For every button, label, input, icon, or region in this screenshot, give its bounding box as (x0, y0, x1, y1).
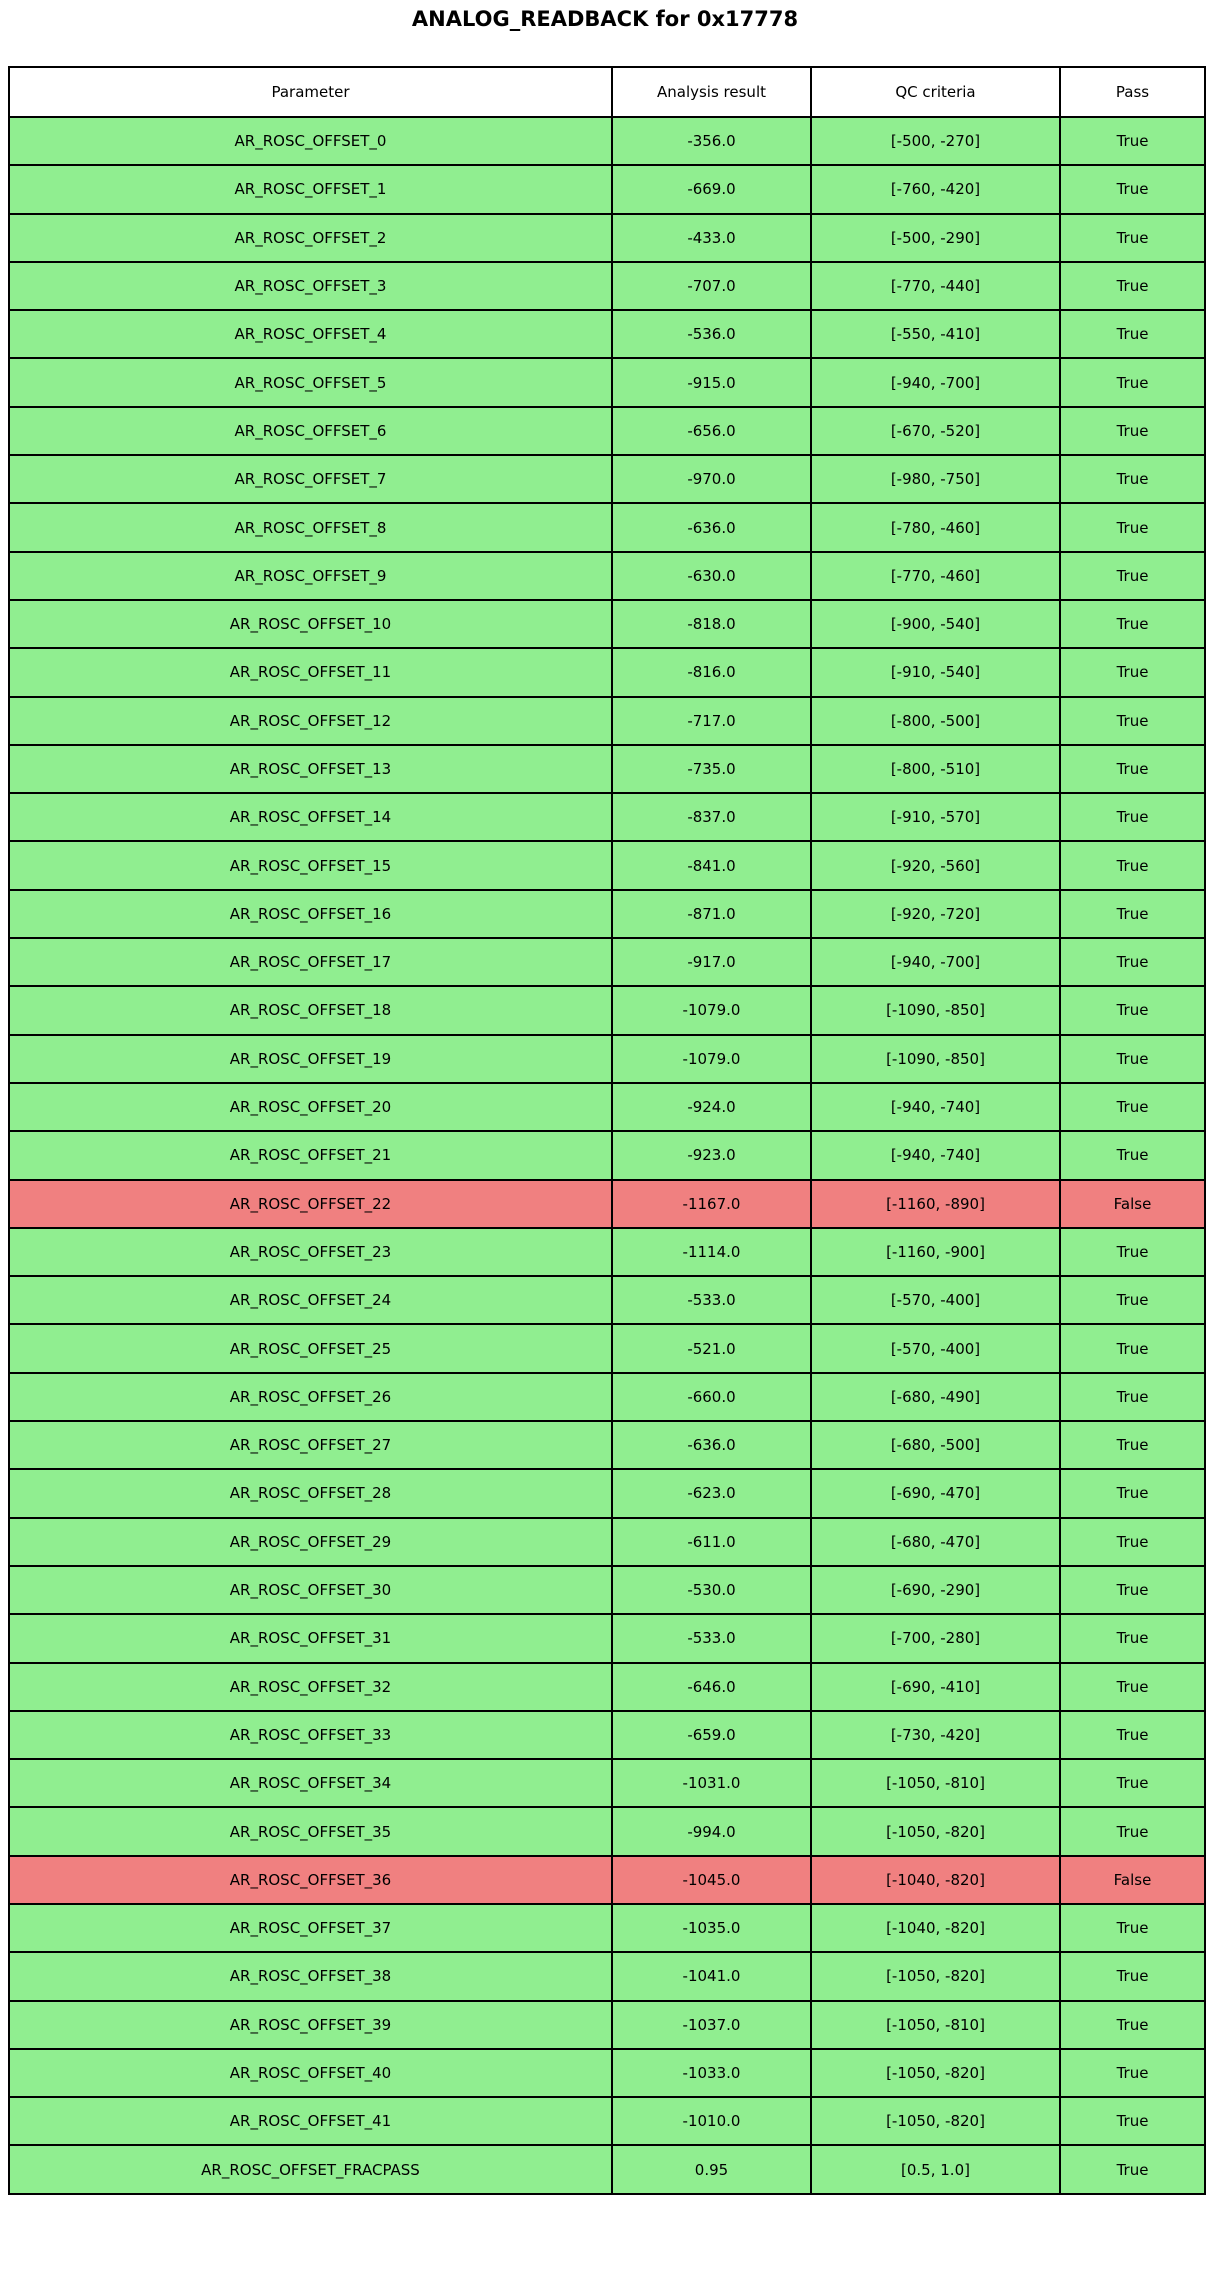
parameter-cell: AR_ROSC_OFFSET_34 (9, 1759, 612, 1807)
table-row (9, 358, 1205, 406)
header-cell-parameter: Parameter (9, 67, 612, 117)
pass-cell: True (1060, 841, 1205, 889)
table-row (9, 503, 1205, 551)
parameter-cell: AR_ROSC_OFFSET_28 (9, 1469, 612, 1517)
analysis-result-cell: -924.0 (612, 1083, 811, 1131)
table-row (9, 600, 1205, 648)
analysis-result-cell: -970.0 (612, 455, 811, 503)
qc-criteria-cell: [-1050, -820] (811, 2097, 1060, 2145)
table-row (9, 1904, 1205, 1952)
analysis-result-cell: -816.0 (612, 648, 811, 696)
qc-criteria-cell: [-920, -560] (811, 841, 1060, 889)
analysis-result-cell: -630.0 (612, 552, 811, 600)
parameter-cell: AR_ROSC_OFFSET_4 (9, 310, 612, 358)
parameter-cell: AR_ROSC_OFFSET_21 (9, 1131, 612, 1179)
pass-cell: True (1060, 552, 1205, 600)
table-row (9, 1228, 1205, 1276)
table-header-row (9, 67, 1205, 117)
parameter-cell: AR_ROSC_OFFSET_12 (9, 697, 612, 745)
table-row (9, 165, 1205, 213)
qc-criteria-cell: [-920, -720] (811, 890, 1060, 938)
table-row (9, 1324, 1205, 1372)
qc-criteria-cell: [-1160, -890] (811, 1180, 1060, 1228)
parameter-cell: AR_ROSC_OFFSET_26 (9, 1373, 612, 1421)
pass-cell: True (1060, 1711, 1205, 1759)
table-row (9, 407, 1205, 455)
qc-criteria-cell: [-500, -270] (811, 117, 1060, 165)
pass-cell: True (1060, 214, 1205, 262)
qc-criteria-cell: [-760, -420] (811, 165, 1060, 213)
analysis-result-cell: -611.0 (612, 1518, 811, 1566)
analysis-result-cell: 0.95 (612, 2145, 811, 2193)
parameter-cell: AR_ROSC_OFFSET_18 (9, 986, 612, 1034)
pass-cell: True (1060, 455, 1205, 503)
analysis-result-cell: -717.0 (612, 697, 811, 745)
table-row (9, 1180, 1205, 1228)
qc-criteria-cell: [-1090, -850] (811, 986, 1060, 1034)
table-row (9, 1421, 1205, 1469)
table-row (9, 648, 1205, 696)
table-row (9, 1469, 1205, 1517)
analysis-result-cell: -1031.0 (612, 1759, 811, 1807)
table-row (9, 310, 1205, 358)
qc-criteria-cell: [-670, -520] (811, 407, 1060, 455)
pass-cell: True (1060, 1035, 1205, 1083)
table-row (9, 2097, 1205, 2145)
table-row (9, 1663, 1205, 1711)
pass-cell: True (1060, 2049, 1205, 2097)
parameter-cell: AR_ROSC_OFFSET_15 (9, 841, 612, 889)
parameter-cell: AR_ROSC_OFFSET_9 (9, 552, 612, 600)
analysis-result-cell: -1041.0 (612, 1952, 811, 2000)
table-row (9, 455, 1205, 503)
pass-cell: True (1060, 262, 1205, 310)
table-row (9, 1373, 1205, 1421)
header-cell-pass: Pass (1060, 67, 1205, 117)
pass-cell: True (1060, 1373, 1205, 1421)
qc-criteria-cell: [-700, -280] (811, 1614, 1060, 1662)
analysis-result-cell: -656.0 (612, 407, 811, 455)
table-row (9, 214, 1205, 262)
table-row (9, 1518, 1205, 1566)
parameter-cell: AR_ROSC_OFFSET_13 (9, 745, 612, 793)
qc-criteria-cell: [-690, -290] (811, 1566, 1060, 1614)
page-title: ANALOG_READBACK for 0x17778 (411, 7, 799, 31)
parameter-cell: AR_ROSC_OFFSET_8 (9, 503, 612, 551)
pass-cell: True (1060, 1421, 1205, 1469)
table-row (9, 745, 1205, 793)
pass-cell: True (1060, 1083, 1205, 1131)
analysis-result-cell: -994.0 (612, 1807, 811, 1855)
parameter-cell: AR_ROSC_OFFSET_37 (9, 1904, 612, 1952)
analysis-result-cell: -923.0 (612, 1131, 811, 1179)
parameter-cell: AR_ROSC_OFFSET_7 (9, 455, 612, 503)
pass-cell: True (1060, 1663, 1205, 1711)
parameter-cell: AR_ROSC_OFFSET_30 (9, 1566, 612, 1614)
qc-criteria-cell: [-900, -540] (811, 600, 1060, 648)
parameter-cell: AR_ROSC_OFFSET_25 (9, 1324, 612, 1372)
table-row (9, 793, 1205, 841)
parameter-cell: AR_ROSC_OFFSET_32 (9, 1663, 612, 1711)
qc-criteria-cell: [-910, -540] (811, 648, 1060, 696)
pass-cell: True (1060, 2001, 1205, 2049)
pass-cell: False (1060, 1856, 1205, 1904)
parameter-cell: AR_ROSC_OFFSET_10 (9, 600, 612, 648)
analysis-result-cell: -1045.0 (612, 1856, 811, 1904)
pass-cell: True (1060, 310, 1205, 358)
pass-cell: True (1060, 407, 1205, 455)
qc-criteria-cell: [-690, -470] (811, 1469, 1060, 1517)
parameter-cell: AR_ROSC_OFFSET_20 (9, 1083, 612, 1131)
table-row (9, 552, 1205, 600)
analysis-result-cell: -1167.0 (612, 1180, 811, 1228)
parameter-cell: AR_ROSC_OFFSET_38 (9, 1952, 612, 2000)
qc-criteria-cell: [-730, -420] (811, 1711, 1060, 1759)
table-row (9, 262, 1205, 310)
parameter-cell: AR_ROSC_OFFSET_29 (9, 1518, 612, 1566)
qc-criteria-cell: [-690, -410] (811, 1663, 1060, 1711)
qc-criteria-cell: [-1050, -820] (811, 1952, 1060, 2000)
qc-criteria-cell: [-940, -700] (811, 938, 1060, 986)
table-row (9, 1759, 1205, 1807)
pass-cell: True (1060, 1759, 1205, 1807)
qc-criteria-cell: [-1090, -850] (811, 1035, 1060, 1083)
qc-criteria-cell: [-940, -700] (811, 358, 1060, 406)
parameter-cell: AR_ROSC_OFFSET_19 (9, 1035, 612, 1083)
qc-criteria-cell: [-1050, -820] (811, 2049, 1060, 2097)
analysis-result-cell: -433.0 (612, 214, 811, 262)
pass-cell: True (1060, 358, 1205, 406)
pass-cell: True (1060, 1131, 1205, 1179)
analysis-result-cell: -636.0 (612, 503, 811, 551)
table-row (9, 1083, 1205, 1131)
pass-cell: True (1060, 1469, 1205, 1517)
analysis-result-cell: -1037.0 (612, 2001, 811, 2049)
qc-criteria-cell: [-680, -490] (811, 1373, 1060, 1421)
parameter-cell: AR_ROSC_OFFSET_33 (9, 1711, 612, 1759)
qc-criteria-cell: [-1160, -900] (811, 1228, 1060, 1276)
table-row (9, 2145, 1205, 2193)
pass-cell: True (1060, 2097, 1205, 2145)
parameter-cell: AR_ROSC_OFFSET_2 (9, 214, 612, 262)
parameter-cell: AR_ROSC_OFFSET_40 (9, 2049, 612, 2097)
pass-cell: True (1060, 890, 1205, 938)
parameter-cell: AR_ROSC_OFFSET_41 (9, 2097, 612, 2145)
parameter-cell: AR_ROSC_OFFSET_35 (9, 1807, 612, 1855)
pass-cell: False (1060, 1180, 1205, 1228)
analysis-result-cell: -707.0 (612, 262, 811, 310)
table-row (9, 1035, 1205, 1083)
analysis-result-cell: -1033.0 (612, 2049, 811, 2097)
analysis-result-cell: -1114.0 (612, 1228, 811, 1276)
parameter-cell: AR_ROSC_OFFSET_22 (9, 1180, 612, 1228)
pass-cell: True (1060, 648, 1205, 696)
qc-criteria-cell: [0.5, 1.0] (811, 2145, 1060, 2193)
qc-criteria-cell: [-570, -400] (811, 1324, 1060, 1372)
parameter-cell: AR_ROSC_OFFSET_16 (9, 890, 612, 938)
table-row (9, 841, 1205, 889)
pass-cell: True (1060, 1566, 1205, 1614)
analysis-result-cell: -871.0 (612, 890, 811, 938)
qc-criteria-cell: [-680, -470] (811, 1518, 1060, 1566)
pass-cell: True (1060, 1324, 1205, 1372)
analysis-result-cell: -660.0 (612, 1373, 811, 1421)
analysis-result-cell: -841.0 (612, 841, 811, 889)
parameter-cell: AR_ROSC_OFFSET_27 (9, 1421, 612, 1469)
qc-criteria-cell: [-570, -400] (811, 1276, 1060, 1324)
qc-criteria-cell: [-1040, -820] (811, 1904, 1060, 1952)
pass-cell: True (1060, 165, 1205, 213)
analysis-result-cell: -356.0 (612, 117, 811, 165)
pass-cell: True (1060, 503, 1205, 551)
qc-criteria-cell: [-770, -440] (811, 262, 1060, 310)
parameter-cell: AR_ROSC_OFFSET_39 (9, 2001, 612, 2049)
table-row (9, 117, 1205, 165)
table-row (9, 1614, 1205, 1662)
qc-criteria-cell: [-800, -500] (811, 697, 1060, 745)
table-row (9, 2001, 1205, 2049)
parameter-cell: AR_ROSC_OFFSET_11 (9, 648, 612, 696)
pass-cell: True (1060, 793, 1205, 841)
analysis-result-cell: -818.0 (612, 600, 811, 648)
pass-cell: True (1060, 938, 1205, 986)
pass-cell: True (1060, 600, 1205, 648)
qc-results-table (8, 66, 1206, 2195)
pass-cell: True (1060, 1228, 1205, 1276)
qc-criteria-cell: [-550, -410] (811, 310, 1060, 358)
parameter-cell: AR_ROSC_OFFSET_FRACPASS (9, 2145, 612, 2193)
header-cell-analysis-result: Analysis result (612, 67, 811, 117)
qc-criteria-cell: [-910, -570] (811, 793, 1060, 841)
qc-criteria-cell: [-1050, -810] (811, 1759, 1060, 1807)
analysis-result-cell: -521.0 (612, 1324, 811, 1372)
analysis-result-cell: -646.0 (612, 1663, 811, 1711)
qc-criteria-cell: [-770, -460] (811, 552, 1060, 600)
pass-cell: True (1060, 1518, 1205, 1566)
table-row (9, 986, 1205, 1034)
parameter-cell: AR_ROSC_OFFSET_5 (9, 358, 612, 406)
table-row (9, 1276, 1205, 1324)
pass-cell: True (1060, 2145, 1205, 2193)
parameter-cell: AR_ROSC_OFFSET_31 (9, 1614, 612, 1662)
qc-criteria-cell: [-980, -750] (811, 455, 1060, 503)
qc-criteria-cell: [-940, -740] (811, 1083, 1060, 1131)
parameter-cell: AR_ROSC_OFFSET_3 (9, 262, 612, 310)
qc-criteria-cell: [-1050, -810] (811, 2001, 1060, 2049)
pass-cell: True (1060, 1276, 1205, 1324)
qc-criteria-cell: [-1040, -820] (811, 1856, 1060, 1904)
qc-criteria-cell: [-940, -740] (811, 1131, 1060, 1179)
table-row (9, 1131, 1205, 1179)
table-row (9, 697, 1205, 745)
analysis-result-cell: -536.0 (612, 310, 811, 358)
pass-cell: True (1060, 1807, 1205, 1855)
analysis-result-cell: -1079.0 (612, 1035, 811, 1083)
parameter-cell: AR_ROSC_OFFSET_36 (9, 1856, 612, 1904)
parameter-cell: AR_ROSC_OFFSET_6 (9, 407, 612, 455)
table-row (9, 1856, 1205, 1904)
pass-cell: True (1060, 1614, 1205, 1662)
qc-criteria-cell: [-780, -460] (811, 503, 1060, 551)
table-row (9, 1566, 1205, 1614)
analysis-result-cell: -1035.0 (612, 1904, 811, 1952)
analysis-result-cell: -669.0 (612, 165, 811, 213)
analysis-result-cell: -837.0 (612, 793, 811, 841)
qc-criteria-cell: [-1050, -820] (811, 1807, 1060, 1855)
analysis-result-cell: -735.0 (612, 745, 811, 793)
pass-cell: True (1060, 1904, 1205, 1952)
table-row (9, 938, 1205, 986)
table-row (9, 2049, 1205, 2097)
table-row (9, 890, 1205, 938)
analysis-result-cell: -533.0 (612, 1614, 811, 1662)
pass-cell: True (1060, 986, 1205, 1034)
analysis-result-cell: -917.0 (612, 938, 811, 986)
pass-cell: True (1060, 697, 1205, 745)
analysis-result-cell: -659.0 (612, 1711, 811, 1759)
analysis-result-cell: -1010.0 (612, 2097, 811, 2145)
parameter-cell: AR_ROSC_OFFSET_23 (9, 1228, 612, 1276)
analysis-result-cell: -530.0 (612, 1566, 811, 1614)
qc-criteria-cell: [-800, -510] (811, 745, 1060, 793)
qc-criteria-cell: [-680, -500] (811, 1421, 1060, 1469)
table-row (9, 1952, 1205, 2000)
parameter-cell: AR_ROSC_OFFSET_0 (9, 117, 612, 165)
pass-cell: True (1060, 745, 1205, 793)
table-row (9, 1807, 1205, 1855)
pass-cell: True (1060, 117, 1205, 165)
analysis-result-cell: -915.0 (612, 358, 811, 406)
parameter-cell: AR_ROSC_OFFSET_14 (9, 793, 612, 841)
analysis-result-cell: -533.0 (612, 1276, 811, 1324)
table-row (9, 1711, 1205, 1759)
parameter-cell: AR_ROSC_OFFSET_17 (9, 938, 612, 986)
table-body (9, 117, 1205, 2194)
parameter-cell: AR_ROSC_OFFSET_24 (9, 1276, 612, 1324)
qc-criteria-cell: [-500, -290] (811, 214, 1060, 262)
header-cell-qc-criteria: QC criteria (811, 67, 1060, 117)
analysis-result-cell: -1079.0 (612, 986, 811, 1034)
analysis-result-cell: -636.0 (612, 1421, 811, 1469)
analysis-result-cell: -623.0 (612, 1469, 811, 1517)
pass-cell: True (1060, 1952, 1205, 2000)
parameter-cell: AR_ROSC_OFFSET_1 (9, 165, 612, 213)
